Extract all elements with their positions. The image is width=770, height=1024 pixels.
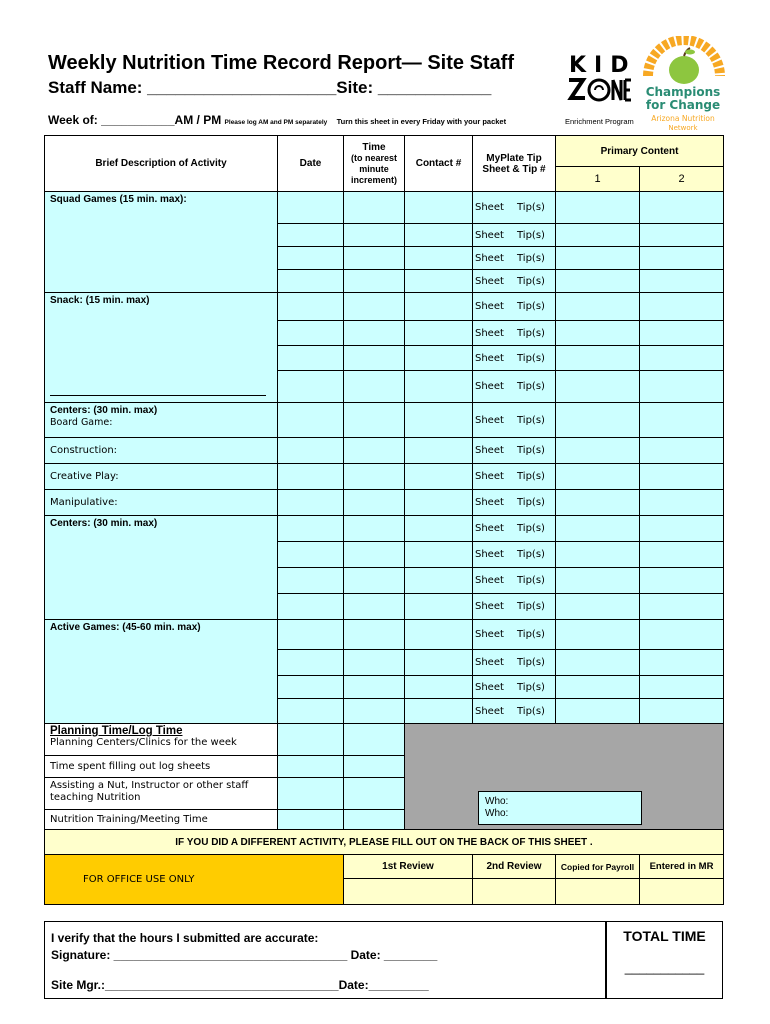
date-cell[interactable]: [278, 699, 344, 724]
content-cell[interactable]: [556, 321, 640, 346]
date-cell[interactable]: [278, 810, 344, 830]
tip-cell[interactable]: Sheet Tip(s): [473, 321, 556, 346]
time-cell[interactable]: [344, 699, 405, 724]
staff-site-line: Staff Name: ____________________Site: ____________: [48, 78, 492, 97]
office-use-label: FOR OFFICE USE ONLY: [45, 855, 344, 905]
content-cell[interactable]: [556, 371, 640, 403]
cfc-line3: Arizona Nutrition: [651, 114, 715, 123]
contact-cell[interactable]: [405, 293, 473, 321]
date-cell[interactable]: [278, 756, 344, 778]
cfc-line1: Champions: [645, 85, 721, 99]
content-cell[interactable]: [640, 490, 724, 516]
entered-in-mr-label: Entered in MR: [640, 855, 724, 879]
date-cell[interactable]: [278, 192, 344, 224]
contact-cell[interactable]: [405, 594, 473, 620]
content-cell[interactable]: [556, 270, 640, 293]
entered-in-mr-field[interactable]: [640, 879, 724, 905]
contact-cell[interactable]: [405, 542, 473, 568]
time-cell[interactable]: [344, 464, 405, 490]
activity-header: Brief Description of Activity: [45, 136, 278, 192]
tip-cell[interactable]: Sheet Tip(s): [473, 516, 556, 542]
tip-cell[interactable]: Sheet Tip(s): [473, 224, 556, 247]
content-cell[interactable]: [640, 247, 724, 270]
content-cell[interactable]: [556, 568, 640, 594]
content-cell[interactable]: [640, 224, 724, 247]
tip-cell[interactable]: Sheet Tip(s): [473, 620, 556, 650]
sub-construction[interactable]: Construction:: [45, 438, 278, 464]
who-label-1: Who:: [485, 796, 509, 807]
content-cell[interactable]: [640, 270, 724, 293]
second-review-label: 2nd Review: [473, 855, 556, 879]
second-review-field[interactable]: [473, 879, 556, 905]
date-cell[interactable]: [278, 650, 344, 676]
form-title: Weekly Nutrition Time Record Report— Site Staff: [48, 52, 515, 74]
content-cell[interactable]: [640, 620, 724, 650]
contact-cell[interactable]: [405, 346, 473, 371]
tip-cell[interactable]: Sheet Tip(s): [473, 542, 556, 568]
planning-item[interactable]: Assisting a Nut, Instructor or other staff teaching Nutrition: [45, 778, 278, 810]
myplate-header: MyPlate Tip Sheet & Tip #: [473, 136, 556, 192]
contact-cell[interactable]: [405, 192, 473, 224]
tip-cell[interactable]: Sheet Tip(s): [473, 464, 556, 490]
time-cell[interactable]: [344, 650, 405, 676]
tip-cell[interactable]: Sheet Tip(s): [473, 293, 556, 321]
content-cell[interactable]: [556, 620, 640, 650]
contact-cell[interactable]: [405, 270, 473, 293]
date-cell[interactable]: [278, 724, 344, 756]
time-cell[interactable]: [344, 724, 405, 756]
contact-cell[interactable]: [405, 490, 473, 516]
contact-header: Contact #: [405, 136, 473, 192]
first-review-field[interactable]: [344, 879, 473, 905]
contact-cell[interactable]: [405, 620, 473, 650]
content-cell[interactable]: [640, 403, 724, 438]
contact-cell[interactable]: [405, 438, 473, 464]
planning-row-1[interactable]: [45, 724, 278, 756]
section-squad-games[interactable]: Squad Games (15 min. max):: [45, 192, 278, 293]
primary-content-1: 1: [556, 167, 640, 192]
who-box[interactable]: [478, 791, 642, 825]
date-cell[interactable]: [278, 464, 344, 490]
time-cell[interactable]: [344, 568, 405, 594]
planning-item[interactable]: Nutrition Training/Meeting Time: [45, 810, 278, 830]
different-activity-notice: IF YOU DID A DIFFERENT ACTIVITY, PLEASE FILL OUT ON THE BACK OF THIS SHEET .: [45, 830, 724, 855]
date-cell[interactable]: [278, 568, 344, 594]
content-cell[interactable]: [640, 438, 724, 464]
planning-title: Planning Time/Log Time: [50, 725, 183, 737]
section-active-games[interactable]: Active Games: (45-60 min. max): [45, 620, 278, 724]
time-cell[interactable]: [344, 247, 405, 270]
date-cell[interactable]: [278, 620, 344, 650]
time-cell[interactable]: [344, 810, 405, 830]
tip-cell[interactable]: Sheet Tip(s): [473, 676, 556, 699]
sub-creative-play[interactable]: Creative Play:: [45, 464, 278, 490]
content-cell[interactable]: [556, 403, 640, 438]
content-cell[interactable]: [640, 542, 724, 568]
time-cell[interactable]: [344, 346, 405, 371]
date-cell[interactable]: [278, 224, 344, 247]
kidzone-logo: [565, 50, 635, 128]
content-cell[interactable]: [556, 490, 640, 516]
time-cell[interactable]: [344, 438, 405, 464]
content-cell[interactable]: [640, 650, 724, 676]
copied-for-payroll-field[interactable]: [556, 879, 640, 905]
content-cell[interactable]: [556, 192, 640, 224]
snack-blank-line[interactable]: [50, 395, 266, 396]
planning-item[interactable]: Time spent filling out log sheets: [45, 756, 278, 778]
time-subtitle: (to nearest minute increment): [350, 152, 397, 185]
date-cell[interactable]: [278, 321, 344, 346]
time-cell[interactable]: [344, 192, 405, 224]
date-header: Date: [278, 136, 344, 192]
date-cell[interactable]: [278, 490, 344, 516]
copied-for-payroll-label: Copied for Payroll: [556, 855, 640, 879]
content-cell[interactable]: [556, 224, 640, 247]
tip-cell[interactable]: Sheet Tip(s): [473, 438, 556, 464]
contact-cell[interactable]: [405, 371, 473, 403]
content-cell[interactable]: [640, 464, 724, 490]
date-cell[interactable]: [278, 346, 344, 371]
kidzone-caption: Enrichment Program: [565, 117, 634, 126]
content-cell[interactable]: [556, 676, 640, 699]
tip-cell[interactable]: Sheet Tip(s): [473, 699, 556, 724]
content-cell[interactable]: [556, 594, 640, 620]
contact-cell[interactable]: [405, 699, 473, 724]
content-cell[interactable]: [640, 568, 724, 594]
content-cell[interactable]: [556, 346, 640, 371]
contact-cell[interactable]: [405, 403, 473, 438]
tip-cell[interactable]: Sheet Tip(s): [473, 403, 556, 438]
content-cell[interactable]: [556, 699, 640, 724]
kidzone-top-text: KID: [569, 53, 635, 78]
total-time-label: TOTAL TIME: [623, 928, 706, 944]
turn-in-note: Turn this sheet in every Friday with your packet: [336, 117, 507, 126]
contact-cell[interactable]: [405, 516, 473, 542]
planning-item: Planning Centers/Clinics for the week: [50, 737, 237, 748]
sub-manipulative[interactable]: Manipulative:: [45, 490, 278, 516]
total-time-field[interactable]: ___________: [624, 960, 705, 975]
content-cell[interactable]: [640, 293, 724, 321]
section-centers-2[interactable]: Centers: (30 min. max): [45, 516, 278, 620]
time-cell[interactable]: [344, 516, 405, 542]
date-cell[interactable]: [278, 542, 344, 568]
week-of-label: Week of: ___________AM / PM: [48, 113, 222, 127]
time-cell[interactable]: [344, 224, 405, 247]
date-cell[interactable]: [278, 403, 344, 438]
tip-cell[interactable]: Sheet Tip(s): [473, 594, 556, 620]
tip-cell[interactable]: Sheet Tip(s): [473, 270, 556, 293]
section-centers-1[interactable]: [45, 403, 278, 438]
tip-cell[interactable]: Sheet Tip(s): [473, 247, 556, 270]
time-cell[interactable]: [344, 594, 405, 620]
section-snack[interactable]: Snack: (15 min. max): [45, 293, 278, 403]
content-cell[interactable]: [640, 371, 724, 403]
tip-cell[interactable]: Sheet Tip(s): [473, 490, 556, 516]
content-cell[interactable]: [640, 676, 724, 699]
contact-cell[interactable]: [405, 568, 473, 594]
time-cell[interactable]: [344, 778, 405, 810]
section-title: Centers: (30 min. max): [50, 405, 158, 416]
contact-cell[interactable]: [405, 464, 473, 490]
content-cell[interactable]: [640, 321, 724, 346]
time-cell[interactable]: [344, 620, 405, 650]
cfc-line2: for Change: [645, 98, 721, 112]
verify-statement: I verify that the hours I submitted are accurate:: [51, 931, 319, 945]
date-cell[interactable]: [278, 594, 344, 620]
content-cell[interactable]: [556, 650, 640, 676]
week-of-line: [48, 113, 506, 127]
time-cell[interactable]: [344, 676, 405, 699]
verification-box: [44, 921, 606, 999]
tip-cell[interactable]: Sheet Tip(s): [473, 346, 556, 371]
content-cell[interactable]: [640, 699, 724, 724]
champions-for-change-logo: [640, 36, 726, 134]
content-cell[interactable]: [556, 438, 640, 464]
date-cell[interactable]: [278, 516, 344, 542]
time-cell[interactable]: [344, 490, 405, 516]
date-cell[interactable]: [278, 778, 344, 810]
contact-cell[interactable]: [405, 650, 473, 676]
time-cell[interactable]: [344, 270, 405, 293]
contact-cell[interactable]: [405, 321, 473, 346]
primary-content-2: 2: [640, 167, 724, 192]
sub-board-game: Board Game:: [50, 417, 113, 428]
tip-cell[interactable]: Sheet Tip(s): [473, 192, 556, 224]
log-note: Please log AM and PM separately: [224, 119, 328, 126]
content-cell[interactable]: [640, 346, 724, 371]
time-cell[interactable]: [344, 321, 405, 346]
date-cell[interactable]: [278, 270, 344, 293]
date-cell[interactable]: [278, 438, 344, 464]
tip-cell[interactable]: Sheet Tip(s): [473, 371, 556, 403]
content-cell[interactable]: [556, 542, 640, 568]
time-cell[interactable]: [344, 293, 405, 321]
date-cell[interactable]: [278, 293, 344, 321]
contact-cell[interactable]: [405, 676, 473, 699]
date-cell[interactable]: [278, 371, 344, 403]
time-record-table: [44, 135, 724, 905]
content-cell[interactable]: [640, 516, 724, 542]
time-cell[interactable]: [344, 403, 405, 438]
content-cell[interactable]: [556, 293, 640, 321]
tip-cell[interactable]: Sheet Tip(s): [473, 568, 556, 594]
contact-cell[interactable]: [405, 224, 473, 247]
primary-content-header: Primary Content: [556, 136, 724, 167]
content-cell[interactable]: [556, 516, 640, 542]
time-header: [344, 136, 405, 192]
first-review-label: 1st Review: [344, 855, 473, 879]
total-time-box: [606, 921, 723, 999]
time-cell[interactable]: [344, 542, 405, 568]
cfc-line4: Network: [668, 124, 698, 132]
time-cell[interactable]: [344, 756, 405, 778]
contact-cell[interactable]: [405, 247, 473, 270]
tip-cell[interactable]: Sheet Tip(s): [473, 650, 556, 676]
who-label-2: Who:: [485, 808, 509, 819]
content-cell[interactable]: [640, 594, 724, 620]
content-cell[interactable]: [640, 192, 724, 224]
signature-line[interactable]: Signature: ___________________________________ Date: ________: [51, 948, 438, 962]
content-cell[interactable]: [556, 247, 640, 270]
time-title: Time: [362, 141, 386, 153]
date-cell[interactable]: [278, 676, 344, 699]
time-cell[interactable]: [344, 371, 405, 403]
site-manager-line[interactable]: Site Mgr.:___________________________________Date:_________: [51, 978, 429, 992]
date-cell[interactable]: [278, 247, 344, 270]
content-cell[interactable]: [556, 464, 640, 490]
